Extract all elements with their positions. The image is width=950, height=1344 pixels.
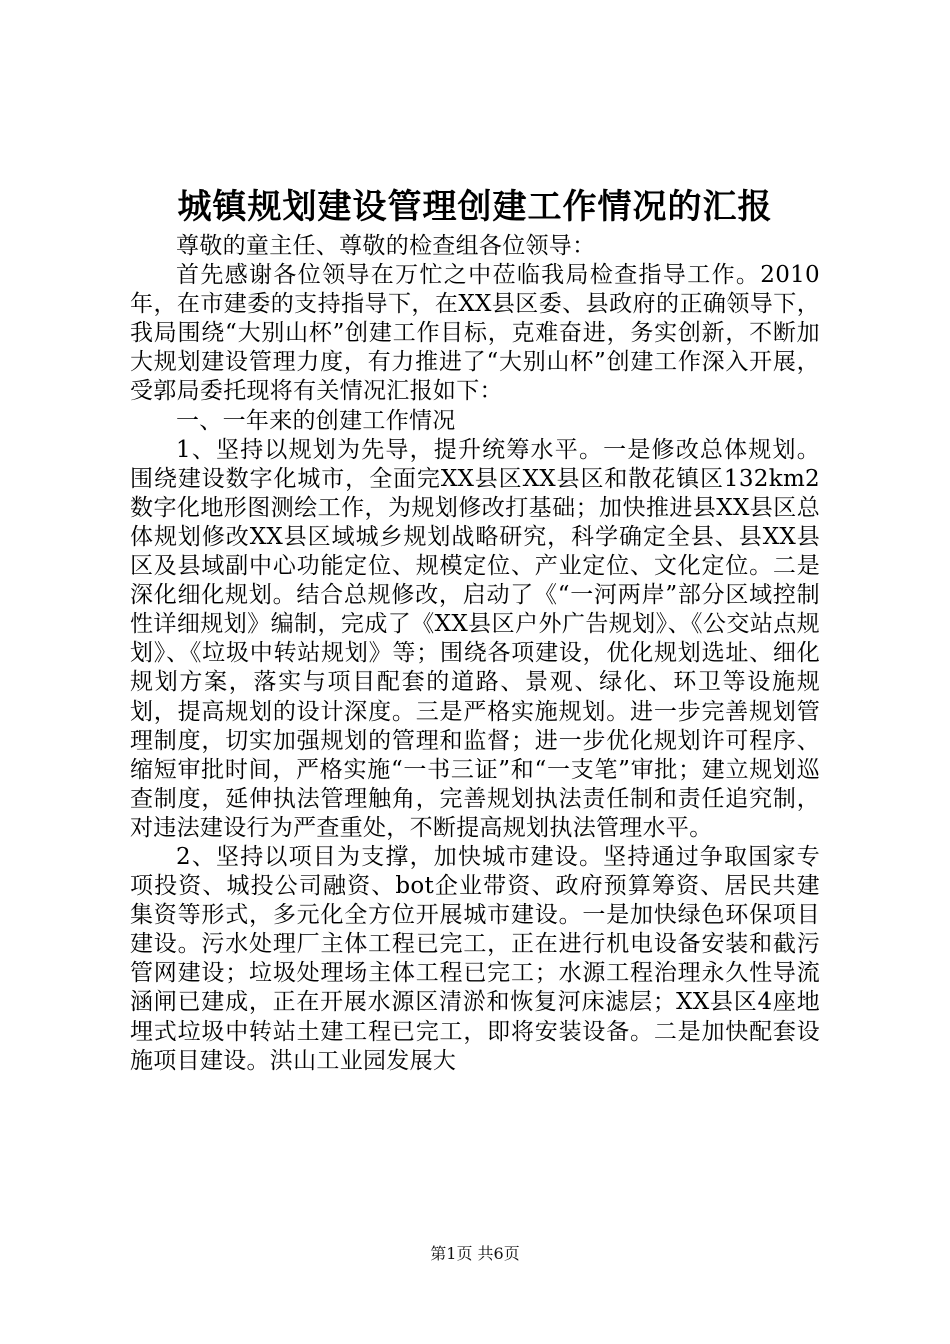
page-number-footer: 第1页 共6页 xyxy=(430,1244,520,1263)
document-title: 城镇规划建设管理创建工作情况的汇报 xyxy=(177,187,773,227)
paragraph-projects: 2、坚持以项目为支撑，加快城市建设。坚持通过争取国家专项投资、城投公司融资、bot企业带资、政府预算筹资、居民共建集资等形式，多元化全方位开展城市建设。一是加快绿色环保项目建设。污水处理厂主体工程已完工，正在进行机电设备安装和截污管网建设；垃圾处理场主体工程已完工；水源工程治理永久性导流涵闸已建成，正在开展水源区清淤和恢复河床滤层；XX县区4座地埋式垃圾中转站土建工程已完工，即将安装设备。二是加快配套设施项目建设。洪山工业园发展大 xyxy=(130,843,820,1074)
paragraph-intro: 首先感谢各位领导在万忙之中莅临我局检查指导工作。2010年，在市建委的支持指导下，在XX县区委、县政府的正确领导下，我局围绕“大别山杯”创建工作目标，克难奋进，务实创新，不断加大规划建设管理力度，有力推进了“大别山杯”创建工作深入开展，受郭局委托现将有关情况汇报如下： xyxy=(130,262,820,405)
document-body xyxy=(130,232,820,1076)
section-heading: 一、一年来的创建工作情况 xyxy=(176,407,456,434)
salutation: 尊敬的童主任、尊敬的检查组各位领导： xyxy=(176,233,596,259)
paragraph-planning: 1、坚持以规划为先导，提升统筹水平。一是修改总体规划。围绕建设数字化城市，全面完XX县区XX县区和散花镇区132km2数字化地形图测绘工作，为规划修改打基础；加快推进县XX县区总体规划修改XX县区域城乡规划战略研究，科学确定全县、县XX县区及县域副中心功能定位、规模定位、产业定位、文化定位。二是深化细化规划。结合总规修改，启动了《“一河两岸”部分区域控制性详细规划》编制，完成了《XX县区户外广告规划》、《公交站点规划》、《垃圾中转站规划》等；围绕各项建设，优化规划选址、细化规划方案，落实与项目配套的道路、景观、绿化、环卫等设施规划，提高规划的设计深度。三是严格实施规划。进一步完善规划管理制度，切实加强规划的管理和监督；进一步优化规划许可程序、缩短审批时间，严格实施“一书三证”和“一支笔”审批；建立规划巡查制度，延伸执法管理触角，完善规划执法责任制和责任追究制，对违法建设行为严查重处，不断提高规划执法管理水平。 xyxy=(130,436,820,841)
